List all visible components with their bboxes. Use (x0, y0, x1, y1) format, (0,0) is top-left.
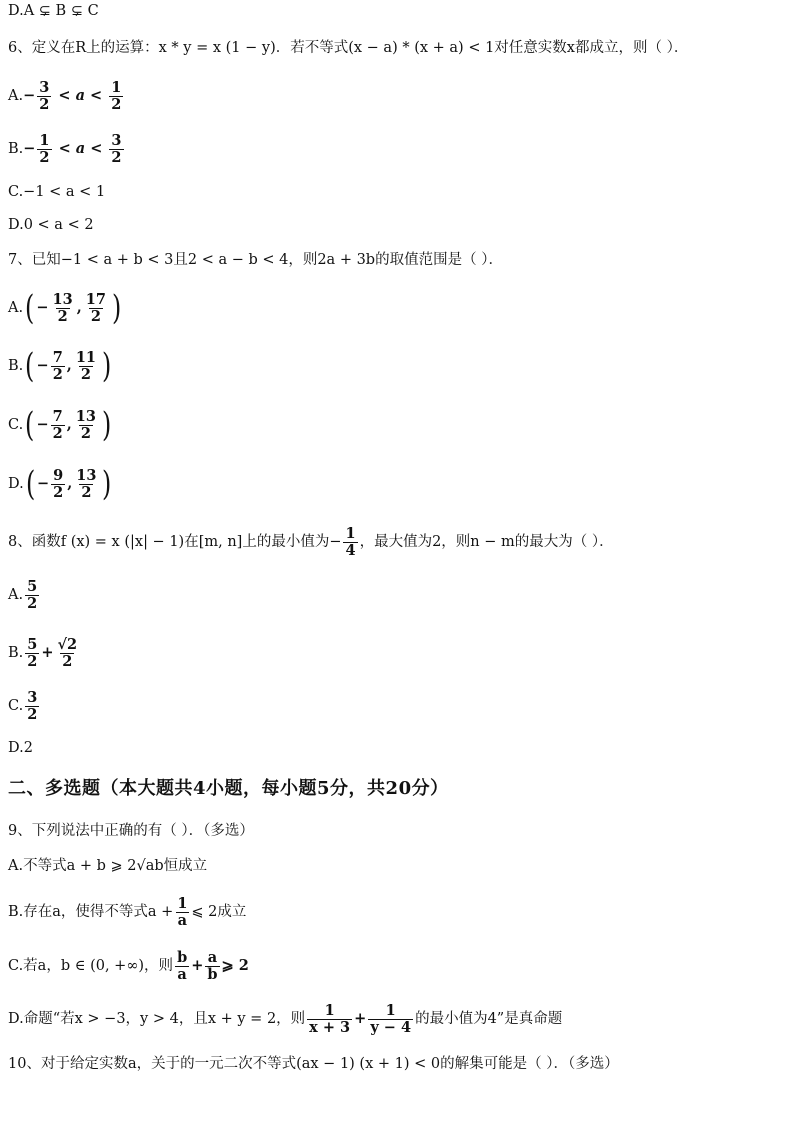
question-9-option-d (8, 998, 786, 1040)
section-heading (8, 777, 786, 801)
fraction: $\frac{√2}{2}$ (57, 635, 78, 670)
section-title: 二、多选题（本大题共4小题，每小题5分，共20分） (8, 778, 449, 799)
question-9-option-a (8, 856, 786, 876)
option-label: B. (8, 645, 24, 661)
plus-sign: + (191, 957, 204, 974)
option-label: A. (8, 300, 24, 316)
option-text-cont: ⩽ 2成立 (191, 904, 247, 920)
option-label: A. (8, 88, 24, 104)
question-8-option-d (8, 738, 786, 758)
question-8-option-a (8, 575, 786, 615)
fraction: $\frac{1}{y - 4}$ (370, 1001, 412, 1036)
fraction: $\frac{3}{2}$ (27, 688, 38, 723)
fraction: $\frac{a}{b}$ (207, 948, 218, 983)
option-text: A.不等式a + b ⩾ 2√ab恒成立 (8, 858, 208, 874)
option-label: B. (8, 141, 24, 157)
option-text: C.−1 < a < 1 (8, 184, 106, 200)
question-8-option-c (8, 686, 786, 726)
option-text: D.A ⊊ B ⊊ C (8, 3, 99, 19)
option-label: C. (8, 698, 24, 714)
question-6-option-a: A.− $\frac{3}{2}$ < a < $\frac{1}{2}$ (8, 78, 122, 113)
option-label: D. (8, 476, 24, 492)
question-text-cont: ，最大值为2，则n − m的最大为（ ）． (359, 534, 614, 550)
option-label: A. (8, 587, 24, 603)
question-9-option-b (8, 891, 786, 933)
option-text: B.存在a，使得不等式a + (8, 904, 174, 920)
question-6-option-d (8, 215, 786, 235)
fraction: $\frac{1}{a}$ (177, 894, 188, 929)
fraction: $\frac{b}{a}$ (177, 948, 188, 983)
fraction: $\frac{1}{x + 3}$ (309, 1001, 351, 1036)
question-7-option-a: A.( − $\frac{13}{2}$ , $\frac{17}{2}$ ) (8, 288, 122, 328)
fraction: $\frac{13}{2}$ (76, 466, 97, 501)
question-7-option-d: D.( − $\frac{9}{2}$ , $\frac{13}{2}$ ) (8, 464, 112, 504)
question-7-option-b: B.( − $\frac{7}{2}$ , $\frac{11}{2}$ ) (8, 346, 112, 386)
question-6-option-b: B.− $\frac{1}{2}$ < a < $\frac{3}{2}$ (8, 131, 122, 166)
fraction: $\frac{1}{2}$ (111, 78, 122, 113)
question-9-option-c (8, 945, 786, 987)
question-10-stem (8, 1054, 786, 1074)
fraction: $\frac{17}{2}$ (85, 290, 106, 325)
fraction: $\frac{3}{2}$ (39, 78, 50, 113)
plus-sign: + (354, 1010, 367, 1027)
question-text: 7、已知−1 < a + b < 3且2 < a − b < 4，则2a + 3b的取值范围是（ ）． (8, 252, 503, 268)
option-d-previous (8, 1, 786, 21)
fraction: $\frac{13}{2}$ (75, 407, 96, 442)
question-8-option-b (8, 632, 786, 674)
question-text: 6、定义在R上的运算：x * y = x (1 − y)．若不等式(x − a) * (x + a) < 1对任意实数x都成立，则（ ）． (8, 40, 689, 56)
question-8-stem (8, 522, 786, 562)
option-label: B. (8, 358, 24, 374)
fraction: $\frac{7}{2}$ (52, 407, 63, 442)
plus-sign: + (41, 644, 54, 661)
fraction: $\frac{5}{2}$ (27, 635, 38, 670)
fraction: $\frac{5}{2}$ (27, 577, 38, 612)
fraction: $\frac{3}{2}$ (111, 131, 122, 166)
fraction: $\frac{11}{2}$ (75, 348, 97, 383)
question-7-stem (8, 250, 786, 270)
option-text: D.0 < a < 2 (8, 217, 94, 233)
option-text: D.2 (8, 740, 33, 756)
option-label: C. (8, 417, 24, 433)
question-7-option-c: C.( − $\frac{7}{2}$ , $\frac{13}{2}$ ) (8, 405, 112, 445)
fraction: $\frac{13}{2}$ (52, 290, 73, 325)
question-text: 10、对于给定实数a，关于的一元二次不等式(ax − 1) (x + 1) < 0的解集可能是（ ）．（多选） (8, 1056, 619, 1072)
option-text-cont: 的最小值为4”是真命题 (415, 1011, 563, 1027)
fraction: $\frac{1}{2}$ (39, 131, 50, 166)
question-text: 9、下列说法中正确的有（ ）．（多选） (8, 823, 254, 839)
fraction: $\frac{1}{4}$ (345, 524, 356, 559)
question-6-stem (8, 38, 786, 58)
option-text: D.命题“若x > −3，y > 4，且x + y = 2，则 (8, 1011, 306, 1027)
fraction: $\frac{9}{2}$ (53, 466, 64, 501)
option-text: C.若a，b ∈ (0, +∞)，则 (8, 958, 174, 974)
fraction: $\frac{7}{2}$ (52, 348, 63, 383)
question-text: 8、函数f (x) = x (|x| − 1)在[m, n]上的最小值为− (8, 534, 342, 550)
question-6-option-c (8, 182, 786, 202)
option-text-cont: ⩾ 2 (221, 957, 249, 974)
question-9-stem (8, 821, 786, 841)
